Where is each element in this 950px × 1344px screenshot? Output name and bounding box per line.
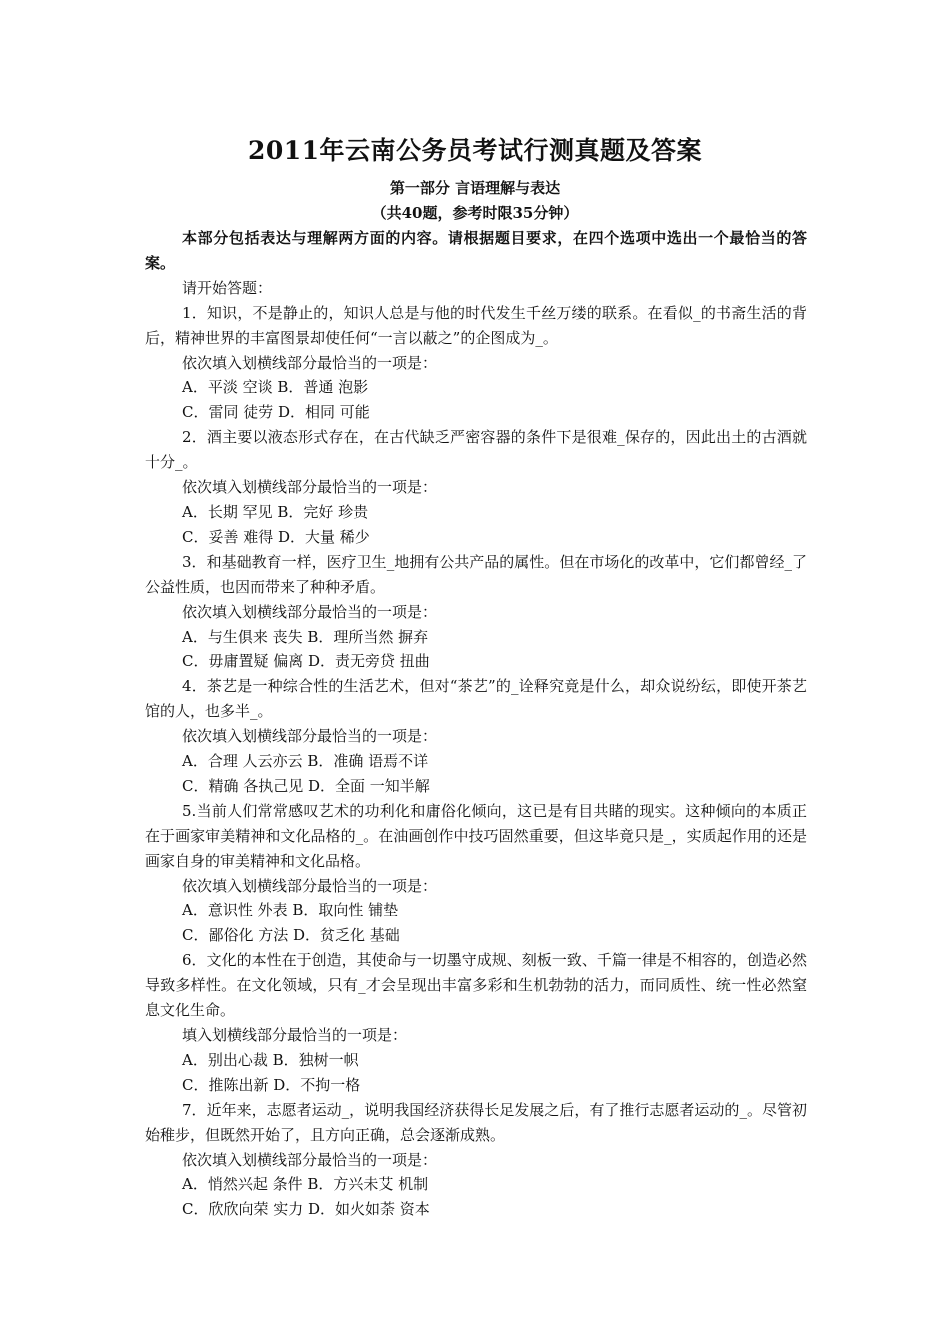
question-options-ab: A．与生俱来 丧失 B．理所当然 摒弃 <box>182 627 429 646</box>
start-prompt: 请开始答题： <box>182 278 273 297</box>
section-heading: 第一部分 言语理解与表达 <box>389 179 561 197</box>
question-prompt: 依次填入划横线部分最恰当的一项是： <box>182 478 438 497</box>
question-options-cd: C．精确 各执己见 D．全面 一知半解 <box>182 776 430 795</box>
question-prompt: 依次填入划横线部分最恰当的一项是： <box>182 876 438 895</box>
question-options-cd: C．妥善 难得 D．大量 稀少 <box>182 527 370 546</box>
question-prompt: 依次填入划横线部分最恰当的一项是： <box>182 1150 438 1169</box>
question-4 <box>145 674 807 799</box>
question-prompt: 依次填入划横线部分最恰当的一项是： <box>182 602 438 621</box>
question-options-ab: A．长期 罕见 B．完好 珍贵 <box>182 502 369 521</box>
question-2 <box>145 425 807 550</box>
question-options-cd: C．欣欣向荣 实力 D．如火如荼 资本 <box>182 1200 430 1219</box>
question-1 <box>145 301 807 426</box>
question-prompt: 依次填入划横线部分最恰当的一项是： <box>182 727 438 746</box>
question-options-cd: C．推陈出新 D．不拘一格 <box>182 1075 361 1094</box>
question-options-ab: A．平淡 空谈 B．普通 泡影 <box>182 378 369 397</box>
question-text: 1．知识，不是静止的，知识人总是与他的时代发生千丝万缕的联系。在看似_的书斋生活的背后，精神世界的丰富图景却使任何“一言以蔽之”的企图成为_。 <box>145 303 807 347</box>
question-options-ab: A．意识性 外表 B．取向性 铺垫 <box>182 901 399 920</box>
question-options-ab: A．悄然兴起 条件 B．方兴未艾 机制 <box>182 1175 429 1194</box>
question-6 <box>145 948 807 1097</box>
question-5 <box>145 799 807 948</box>
question-options-cd: C．毋庸置疑 偏离 D．责无旁贷 扭曲 <box>182 652 430 671</box>
question-options-ab: A．别出心裁 B．独树一帜 <box>182 1050 359 1069</box>
question-options-ab: A．合理 人云亦云 B．准确 语焉不详 <box>182 752 429 771</box>
question-text: 5.当前人们常常感叹艺术的功利化和庸俗化倾向，这已是有目共睹的现实。这种倾向的本质正在于画家审美精神和文化品格的_。在油画创作中技巧固然重要，但这毕竟只是_，实质起作用的还是画家自身的审美精神和文化品格。 <box>145 801 807 870</box>
question-3 <box>145 550 807 675</box>
question-prompt: 依次填入划横线部分最恰当的一项是： <box>182 353 438 372</box>
instructions: 本部分包括表达与理解两方面的内容。请根据题目要求，在四个选项中选出一个最恰当的答案。 <box>145 229 807 272</box>
question-text: 7．近年来，志愿者运动_，说明我国经济获得长足发展之后，有了推行志愿者运动的_。尽管初始稚步，但既然开始了，且方向正确，总会逐渐成熟。 <box>145 1100 807 1144</box>
question-text: 6．文化的本性在于创造，其使命与一切墨守成规、刻板一致、千篇一律是不相容的，创造必然导致多样性。在文化领域，只有_才会呈现出丰富多彩和生机勃勃的活力，而同质性、统一性必然窒息文化生命。 <box>145 951 807 1020</box>
document-body <box>145 226 807 1222</box>
question-text: 2．酒主要以液态形式存在，在古代缺乏严密容器的条件下是很难_保存的，因此出土的古酒就十分_。 <box>145 428 807 472</box>
section-note: （共40题，参考时限35分钟） <box>371 204 579 222</box>
question-7 <box>145 1098 807 1223</box>
page-title: 2011年云南公务员考试行测真题及答案 <box>247 136 703 165</box>
question-text: 3．和基础教育一样，医疗卫生_地拥有公共产品的属性。但在市场化的改革中，它们都曾经_了公益性质，也因而带来了种种矛盾。 <box>145 552 807 596</box>
question-prompt: 填入划横线部分最恰当的一项是： <box>182 1026 408 1044</box>
question-text: 4．茶艺是一种综合性的生活艺术，但对“茶艺”的_诠释究竟是什么，却众说纷纭，即使开茶艺馆的人，也多半_。 <box>145 677 807 721</box>
question-options-cd: C．雷同 徒劳 D．相同 可能 <box>182 403 370 422</box>
question-options-cd: C．鄙俗化 方法 D．贫乏化 基础 <box>182 926 400 945</box>
